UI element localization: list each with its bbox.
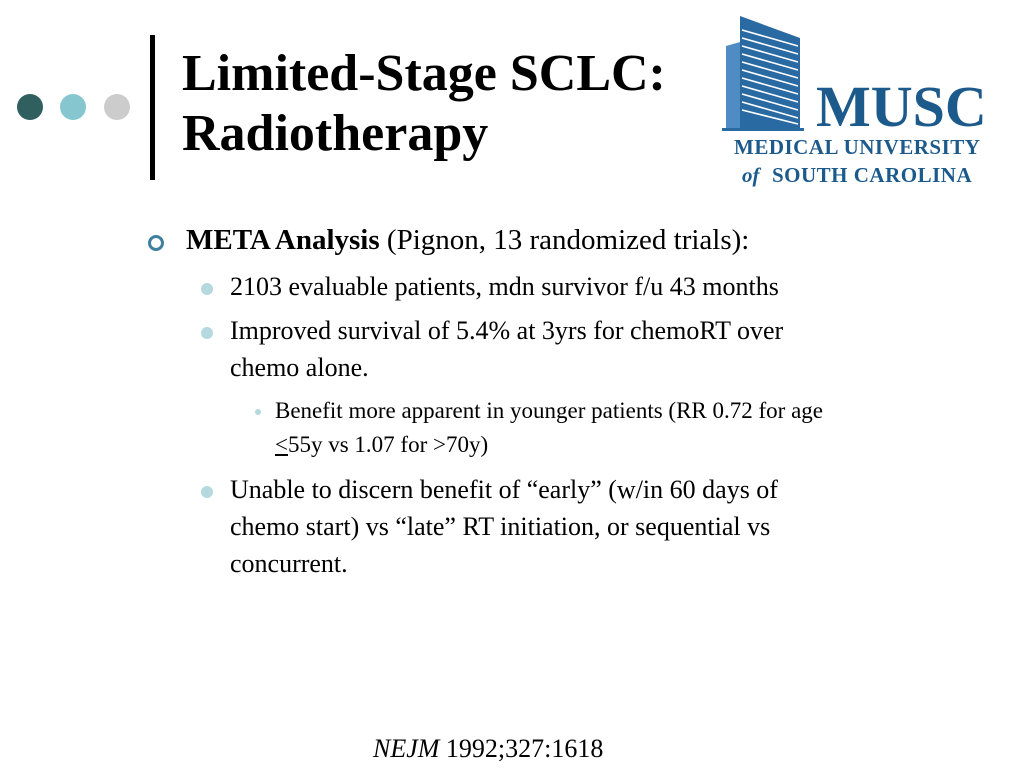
citation-journal: NEJM bbox=[373, 734, 440, 763]
bullet-timing-line-2: chemo start) vs “late” RT initiation, or sequential vs bbox=[230, 512, 771, 541]
title-line-2: Radiotherapy bbox=[182, 105, 489, 162]
bullet-survival-line-1: Improved survival of 5.4% at 3yrs for chemoRT over bbox=[230, 316, 784, 345]
bullet-dot-icon bbox=[201, 327, 213, 339]
less-than-or-equal-symbol: < bbox=[275, 432, 288, 457]
bullet-text: (Pignon, 13 randomized trials): bbox=[379, 224, 750, 256]
bullet-benefit-line-1: Benefit more apparent in younger patients (RR 0.72 for age bbox=[275, 398, 824, 423]
bullet-small-dot-icon bbox=[255, 409, 261, 415]
logo-line-2-prefix: of bbox=[742, 163, 760, 187]
bullet-patients: 2103 evaluable patients, mdn survivor f/u 43 months bbox=[230, 272, 779, 301]
logo-wordmark: MUSC bbox=[816, 74, 987, 139]
logo-line-1: MEDICAL UNIVERSITY bbox=[734, 135, 981, 159]
citation-reference: 1992;327:1618 bbox=[439, 734, 604, 763]
bullet-timing-line-3: concurrent. bbox=[230, 549, 348, 578]
bullet-timing-line-1: Unable to discern benefit of “early” (w/in 60 days of bbox=[230, 475, 778, 504]
bullet-survival-line-2: chemo alone. bbox=[230, 353, 369, 382]
bullet-benefit-line-2 bbox=[275, 432, 488, 458]
bullet-bold-label: META Analysis bbox=[186, 224, 380, 256]
bullet-ring-icon bbox=[148, 235, 164, 251]
title-line-1: Limited-Stage SCLC: bbox=[182, 45, 666, 102]
bullet-dot-icon bbox=[201, 486, 213, 498]
bullet-benefit-rest: 55y vs 1.07 for >70y) bbox=[287, 432, 489, 457]
bullet-dot-icon bbox=[201, 283, 213, 295]
bullet-meta-analysis bbox=[186, 224, 749, 257]
logo-line-2: SOUTH CAROLINA bbox=[772, 163, 973, 187]
citation bbox=[373, 734, 603, 764]
